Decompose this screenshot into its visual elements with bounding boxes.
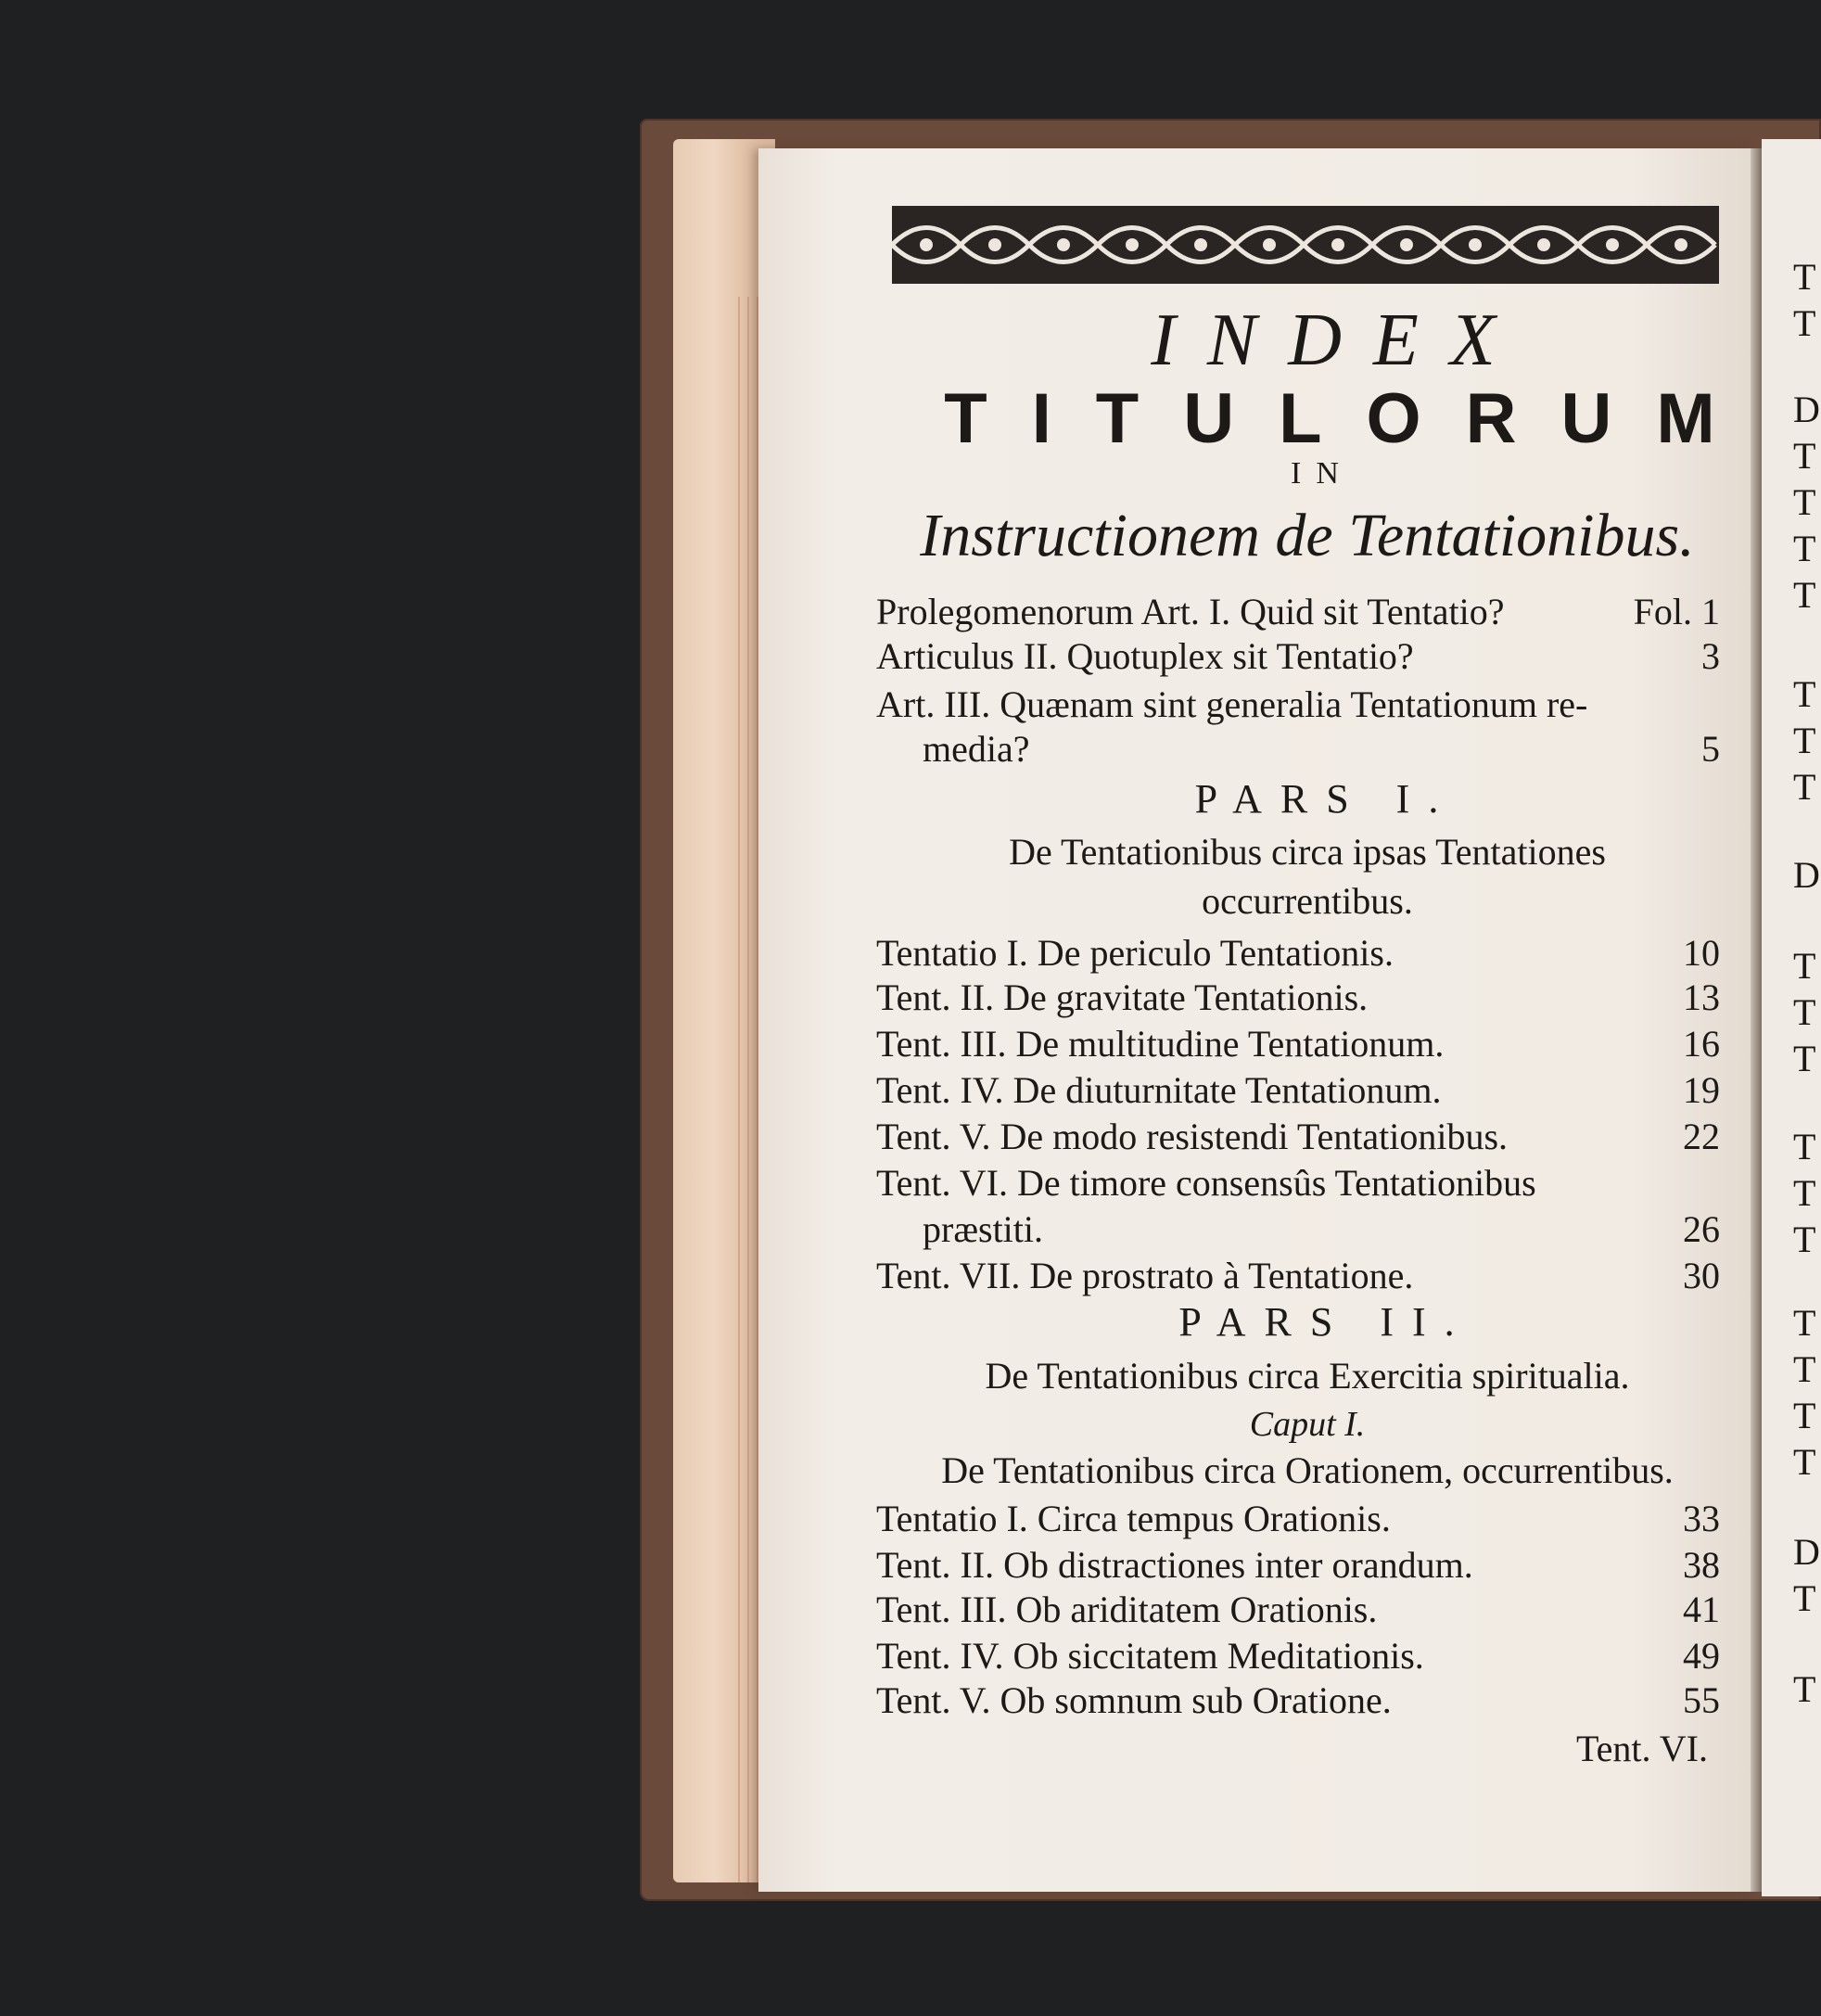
facing-letter: T xyxy=(1793,1126,1816,1167)
facing-letter: T xyxy=(1793,1219,1816,1260)
title-instructionem: Instructionem de Tentationibus. xyxy=(920,502,1695,569)
facing-letter: T xyxy=(1793,574,1816,616)
toc-entry xyxy=(876,1068,1720,1113)
facing-letter: D xyxy=(1793,1531,1820,1573)
facing-letter: D xyxy=(1793,854,1820,896)
entry-page: 13 xyxy=(1683,976,1720,1018)
entry-title: Tent. V. Ob somnum sub Oratione. xyxy=(876,1679,1392,1721)
toc-entry xyxy=(876,1543,1720,1588)
entry-page: 22 xyxy=(1683,1116,1720,1157)
catchword: Tent. VI. xyxy=(1576,1728,1708,1769)
entry-page: 30 xyxy=(1683,1255,1720,1296)
toc-entry xyxy=(876,1634,1720,1678)
pars-1-subtitle-cont: occurrentibus. xyxy=(1202,880,1413,922)
toc-entry xyxy=(876,1497,1720,1541)
entry-page: 38 xyxy=(1683,1544,1720,1586)
toc-entry xyxy=(876,1115,1720,1159)
facing-letter: T xyxy=(1793,435,1816,477)
entry-title: Tentatio I. Circa tempus Orationis. xyxy=(876,1498,1391,1539)
toc-entry xyxy=(876,976,1720,1020)
facing-letter: T xyxy=(1793,256,1816,298)
facing-letter: T xyxy=(1793,1172,1816,1214)
caput-heading: Caput I. xyxy=(1249,1405,1366,1444)
facing-letter: T xyxy=(1793,766,1816,808)
entry-title: Tent. III. De multitudine Tentationum. xyxy=(876,1023,1445,1065)
pars-2-subtitle: De Tentationibus circa Exercitia spiritualia. xyxy=(985,1355,1630,1397)
facing-letter: T xyxy=(1793,945,1816,987)
entry-title: Art. III. Quænam sint generalia Tentationum re- xyxy=(876,683,1588,725)
entry-page: 55 xyxy=(1683,1679,1720,1721)
entry-title: Articulus II. Quotuplex sit Tentatio? xyxy=(876,635,1414,677)
facing-letter: D xyxy=(1793,389,1820,430)
entry-title: media? xyxy=(923,728,1030,770)
entry-title: Tent. II. Ob distractiones inter orandum. xyxy=(876,1544,1473,1586)
title-titulorum: TITULORUM xyxy=(944,379,1760,458)
facing-letter: T xyxy=(1793,720,1816,761)
entry-page: Fol. 1 xyxy=(1633,591,1720,632)
facing-letter: T xyxy=(1793,1395,1816,1436)
toc-entry xyxy=(876,1588,1720,1632)
toc-entry xyxy=(876,683,1720,727)
toc-entry xyxy=(876,590,1720,634)
entry-page: 19 xyxy=(1683,1069,1720,1111)
entry-page: 26 xyxy=(1683,1208,1720,1250)
toc-entry xyxy=(876,634,1720,679)
facing-letter: T xyxy=(1793,1348,1816,1390)
entry-title: Tent. IV. Ob siccitatem Meditationis. xyxy=(876,1635,1424,1677)
title-in: IN xyxy=(1291,456,1354,491)
facing-letter: T xyxy=(1793,481,1816,523)
toc-entry xyxy=(876,1254,1720,1298)
facing-letter: T xyxy=(1793,302,1816,344)
facing-letter: T xyxy=(1793,1668,1816,1710)
toc-entry xyxy=(876,1207,1720,1252)
title-index: INDEX xyxy=(1151,300,1527,381)
entry-page: 10 xyxy=(1683,932,1720,974)
entry-title: Tentatio I. De periculo Tentationis. xyxy=(876,932,1394,974)
facing-letter: T xyxy=(1793,673,1816,715)
facing-letter: T xyxy=(1793,1577,1816,1619)
entry-page: 3 xyxy=(1701,635,1720,677)
facing-letter: T xyxy=(1793,1038,1816,1079)
entry-page: 41 xyxy=(1683,1589,1720,1630)
facing-letter: T xyxy=(1793,1441,1816,1483)
pars-2-heading: PARS II. xyxy=(1178,1299,1473,1345)
entry-title: Tent. II. De gravitate Tentationis. xyxy=(876,976,1369,1018)
entry-page: 16 xyxy=(1683,1023,1720,1065)
toc-entry xyxy=(876,1678,1720,1723)
toc-entry xyxy=(876,931,1720,976)
facing-letter: T xyxy=(1793,528,1816,569)
toc-entry xyxy=(876,1161,1720,1206)
facing-letter: T xyxy=(1793,991,1816,1033)
entry-page: 5 xyxy=(1701,728,1720,770)
entry-page: 49 xyxy=(1683,1635,1720,1677)
toc-entry xyxy=(876,1022,1720,1066)
pars-1-subtitle: De Tentationibus circa ipsas Tentationes xyxy=(1009,831,1606,873)
caput-subtitle: De Tentationibus circa Orationem, occurrentibus. xyxy=(941,1449,1674,1491)
toc-entry xyxy=(876,727,1720,772)
entry-title: Prolegomenorum Art. I. Quid sit Tentatio? xyxy=(876,591,1505,632)
pars-1-heading: PARS I. xyxy=(1194,776,1458,822)
decorative-ornament-band xyxy=(892,206,1719,284)
entry-title: præstiti. xyxy=(923,1208,1044,1250)
entry-title: Tent. VI. De timore consensûs Tentationibus xyxy=(876,1162,1536,1204)
entry-page: 33 xyxy=(1683,1498,1720,1539)
entry-title: Tent. IV. De diuturnitate Tentationum. xyxy=(876,1069,1442,1111)
facing-letter: T xyxy=(1793,1302,1816,1344)
entry-title: Tent. III. Ob ariditatem Orationis. xyxy=(876,1589,1378,1630)
entry-title: Tent. VII. De prostrato à Tentatione. xyxy=(876,1255,1414,1296)
entry-title: Tent. V. De modo resistendi Tentationibus. xyxy=(876,1116,1509,1157)
